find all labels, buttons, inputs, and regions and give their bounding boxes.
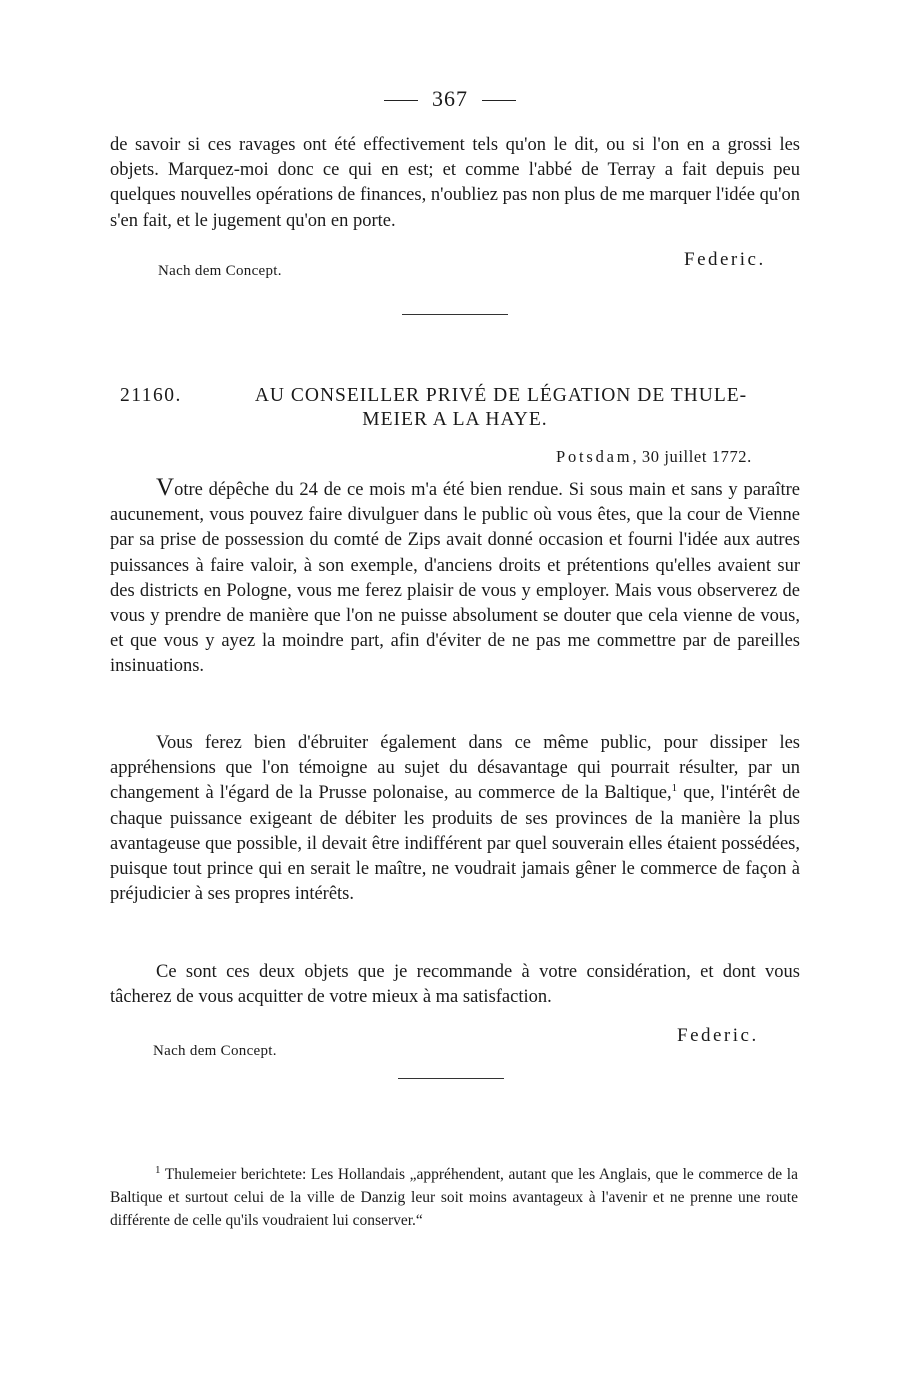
letter2-date: , 30 juillet 1772. xyxy=(632,447,752,466)
letter2-source-note: Nach dem Concept. xyxy=(153,1043,277,1059)
letter2-signature: Federic. xyxy=(677,1025,759,1046)
place-date-line xyxy=(556,447,752,467)
footnote xyxy=(110,1163,798,1232)
letter2-paragraph-1-text: otre dépêche du 24 de ce mois m'a été bien rendue. Si sous main et sans y paraître aucunement, vous pouvez faire divulguer dans le public où vous êtes, que la cour de Vienne par sa prise de possession du comté de Zips avait donné occasion et fourni l'idée aux autres puissances à faire valoir, à son exemple, d'anciens droits et prétentions qu'elles avaient sur des districts en Pologne, vous me ferez plaisir de vous y employer. Mais vous observerez de vous y prendre de manière que l'on ne puisse absolument se douter que cela vienne de vous, et que vous y ayez la moindre part, afin d'éviter de ne pas me commettre par de pareilles insinuations. xyxy=(110,480,800,677)
letter2-place: Potsdam xyxy=(556,447,633,466)
footnote-text: Thulemeier berichtete: Les Hollandais „appréhendent, autant que les Anglais, que le commerce de la Baltique et surtout celui de la ville de Danzig leur soit moins avantageux à l'avenir et ne prenne une route différente de celle qu'ils voudraient lui conserver.“ xyxy=(110,1166,798,1229)
page-number xyxy=(0,86,900,112)
page-number-dash-right xyxy=(482,100,516,101)
page-number-dash-left xyxy=(384,100,418,101)
page-number-value: 367 xyxy=(432,86,468,111)
letter2-paragraph-1 xyxy=(110,475,800,680)
letter2-heading-line2: MEIER A LA HAYE. xyxy=(362,409,548,430)
letter1-closing-paragraph: de savoir si ces ravages ont été effectivement tels qu'on le dit, ou si l'on en a grossi les objets. Marquez-moi donc ce qui en est; et comme l'abbé de Terray a fait depuis peu quelques nouvelles opérations de finances, n'oubliez pas non plus de me marquer l'idée qu'on s'en fait, et le jugement qu'on en porte. xyxy=(110,135,800,231)
letter2-paragraph-2-text-b: que, l'intérêt de chaque puissance exigeant de débiter les produits de ses provinces de la manière la plus avantageuse que possible, il devait être indifférent par quel souverain elles étaient possédées, puisque tout prince qui en serait le maître, ne voudrait jamais gêner le commerce de façon à préjudicier à ses propres intérêts. xyxy=(110,783,800,905)
initial-letter: V xyxy=(156,474,175,501)
footnote-mark: 1 xyxy=(155,1163,161,1176)
section-divider-bottom xyxy=(398,1078,504,1079)
letter2-heading xyxy=(110,384,800,432)
letter2-paragraph-2-text-a: Vous ferez bien d'ébruiter également dans ce même public, pour dissiper les appréhensions que l'on témoigne au sujet du désavantage qui pourrait résulter, par un changement à l'égard de la Prusse polonaise, au commerce de la Baltique, xyxy=(110,733,800,804)
letter1-signature: Federic. xyxy=(684,249,766,270)
letter2-paragraph-3: Ce sont ces deux objets que je recommande à votre considération, et dont vous tâcherez de vous acquitter de votre mieux à ma satisfaction. xyxy=(110,962,800,1008)
letter2-heading-line1: AU CONSEILLER PRIVÉ DE LÉGATION DE THULE- xyxy=(254,385,748,406)
letter1-source-note: Nach dem Concept. xyxy=(158,263,282,279)
footnote-reference[interactable]: 1 xyxy=(671,782,678,795)
section-divider-top xyxy=(402,314,508,315)
letter-number: 21160. xyxy=(120,385,182,406)
letter2-paragraph-2 xyxy=(110,731,800,907)
